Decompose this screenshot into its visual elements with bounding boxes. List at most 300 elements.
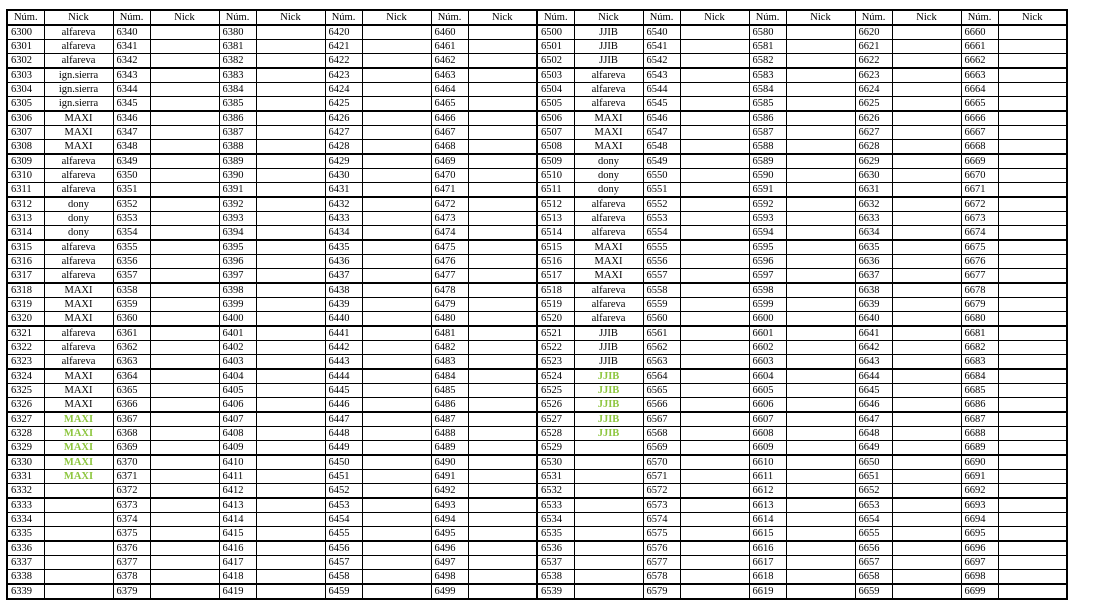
- nick-cell: [680, 154, 749, 169]
- number-cell: 6609: [749, 441, 786, 456]
- number-cell: 6599: [749, 298, 786, 312]
- nick-cell: [150, 298, 219, 312]
- nick-cell: [256, 54, 325, 69]
- number-cell: 6503: [537, 68, 574, 83]
- number-cell: 6488: [431, 427, 468, 441]
- number-cell: 6479: [431, 298, 468, 312]
- nick-cell: [892, 298, 961, 312]
- table-row: [7, 412, 1067, 427]
- nick-cell: [680, 341, 749, 355]
- nick-cell: [786, 126, 855, 140]
- nick-cell: [256, 240, 325, 255]
- table-row: [7, 226, 1067, 241]
- nick-cell: [786, 111, 855, 126]
- number-cell: 6669: [961, 154, 998, 169]
- nick-cell: [256, 541, 325, 556]
- nick-cell: MAXI: [44, 412, 113, 427]
- number-cell: 6440: [325, 312, 362, 327]
- nick-cell: [680, 25, 749, 40]
- nick-cell: [44, 584, 113, 599]
- nick-cell: dony: [574, 183, 643, 198]
- nick-cell: alfareva: [44, 54, 113, 69]
- number-cell: 6545: [643, 97, 680, 112]
- number-cell: 6558: [643, 283, 680, 298]
- nick-cell: [362, 154, 431, 169]
- number-cell: 6586: [749, 111, 786, 126]
- number-cell: 6649: [855, 441, 892, 456]
- number-cell: 6439: [325, 298, 362, 312]
- table-row: [7, 83, 1067, 97]
- nick-cell: [998, 40, 1067, 54]
- nick-cell: [786, 441, 855, 456]
- nick-cell: [786, 584, 855, 599]
- nick-cell: [150, 169, 219, 183]
- table-row: [7, 154, 1067, 169]
- nick-cell: [998, 484, 1067, 499]
- number-cell: 6450: [325, 455, 362, 470]
- number-cell: 6385: [219, 97, 256, 112]
- nick-cell: [362, 441, 431, 456]
- nick-cell: [680, 197, 749, 212]
- nick-cell: JJIB: [574, 369, 643, 384]
- number-cell: 6520: [537, 312, 574, 327]
- nick-cell: [468, 484, 537, 499]
- table-row: [7, 398, 1067, 413]
- table-row: [7, 341, 1067, 355]
- table-row: [7, 126, 1067, 140]
- number-cell: 6670: [961, 169, 998, 183]
- number-cell: 6524: [537, 369, 574, 384]
- number-cell: 6453: [325, 498, 362, 513]
- number-cell: 6345: [113, 97, 150, 112]
- nick-cell: [44, 484, 113, 499]
- number-cell: 6334: [7, 513, 44, 527]
- number-cell: 6619: [749, 584, 786, 599]
- number-cell: 6651: [855, 470, 892, 484]
- nick-cell: [786, 570, 855, 585]
- number-cell: 6560: [643, 312, 680, 327]
- number-cell: 6307: [7, 126, 44, 140]
- nick-cell: [468, 427, 537, 441]
- number-cell: 6462: [431, 54, 468, 69]
- nick-cell: [256, 97, 325, 112]
- nick-cell: [468, 68, 537, 83]
- number-cell: 6494: [431, 513, 468, 527]
- nick-cell: [998, 169, 1067, 183]
- nick-cell: [362, 68, 431, 83]
- nick-cell: [998, 527, 1067, 542]
- number-cell: 6486: [431, 398, 468, 413]
- number-cell: 6654: [855, 513, 892, 527]
- nick-cell: [256, 154, 325, 169]
- number-cell: 6510: [537, 169, 574, 183]
- nick-cell: [998, 269, 1067, 284]
- nick-cell: [998, 154, 1067, 169]
- number-cell: 6680: [961, 312, 998, 327]
- nick-cell: [892, 427, 961, 441]
- nick-cell: [892, 584, 961, 599]
- nick-cell: [892, 68, 961, 83]
- nick-cell: [468, 40, 537, 54]
- header-nick: Nick: [256, 10, 325, 25]
- number-cell: 6696: [961, 541, 998, 556]
- number-cell: 6328: [7, 427, 44, 441]
- number-cell: 6521: [537, 326, 574, 341]
- nick-cell: [680, 312, 749, 327]
- nick-cell: MAXI: [44, 455, 113, 470]
- header-num: Núm.: [537, 10, 574, 25]
- nick-cell: [256, 40, 325, 54]
- nick-cell: [680, 40, 749, 54]
- number-cell: 6437: [325, 269, 362, 284]
- nick-cell: [786, 169, 855, 183]
- number-cell: 6371: [113, 470, 150, 484]
- nick-cell: [468, 441, 537, 456]
- nick-cell: [892, 326, 961, 341]
- number-cell: 6544: [643, 83, 680, 97]
- number-cell: 6397: [219, 269, 256, 284]
- nick-cell: [786, 54, 855, 69]
- number-cell: 6309: [7, 154, 44, 169]
- nick-cell: [256, 441, 325, 456]
- number-cell: 6591: [749, 183, 786, 198]
- number-cell: 6429: [325, 154, 362, 169]
- nick-cell: [574, 498, 643, 513]
- number-cell: 6342: [113, 54, 150, 69]
- number-cell: 6382: [219, 54, 256, 69]
- nick-cell: [150, 240, 219, 255]
- number-cell: 6592: [749, 197, 786, 212]
- number-cell: 6423: [325, 68, 362, 83]
- nick-cell: [786, 527, 855, 542]
- nick-cell: [468, 126, 537, 140]
- number-cell: 6540: [643, 25, 680, 40]
- nick-cell: [468, 369, 537, 384]
- number-cell: 6657: [855, 556, 892, 570]
- table-row: [7, 40, 1067, 54]
- table-row: [7, 556, 1067, 570]
- number-cell: 6315: [7, 240, 44, 255]
- number-cell: 6424: [325, 83, 362, 97]
- nick-cell: [786, 283, 855, 298]
- number-cell: 6575: [643, 527, 680, 542]
- nick-cell: MAXI: [44, 312, 113, 327]
- number-cell: 6504: [537, 83, 574, 97]
- number-cell: 6364: [113, 369, 150, 384]
- nick-cell: [998, 427, 1067, 441]
- number-cell: 6346: [113, 111, 150, 126]
- number-cell: 6324: [7, 369, 44, 384]
- number-cell: 6539: [537, 584, 574, 599]
- nick-cell: [150, 441, 219, 456]
- number-cell: 6394: [219, 226, 256, 241]
- nick-cell: [256, 126, 325, 140]
- number-cell: 6615: [749, 527, 786, 542]
- number-cell: 6601: [749, 326, 786, 341]
- number-cell: 6300: [7, 25, 44, 40]
- nick-cell: [680, 455, 749, 470]
- number-cell: 6686: [961, 398, 998, 413]
- nick-cell: [468, 298, 537, 312]
- nick-cell: JJIB: [574, 40, 643, 54]
- number-cell: 6461: [431, 40, 468, 54]
- number-cell: 6368: [113, 427, 150, 441]
- number-cell: 6668: [961, 140, 998, 155]
- number-cell: 6581: [749, 40, 786, 54]
- number-cell: 6357: [113, 269, 150, 284]
- number-cell: 6578: [643, 570, 680, 585]
- nick-cell: [256, 283, 325, 298]
- nick-cell: [998, 584, 1067, 599]
- nick-cell: [998, 441, 1067, 456]
- nick-cell: [892, 513, 961, 527]
- number-cell: 6607: [749, 412, 786, 427]
- number-cell: 6588: [749, 140, 786, 155]
- number-cell: 6508: [537, 140, 574, 155]
- number-cell: 6455: [325, 527, 362, 542]
- nick-cell: MAXI: [44, 369, 113, 384]
- number-cell: 6407: [219, 412, 256, 427]
- number-cell: 6359: [113, 298, 150, 312]
- number-cell: 6305: [7, 97, 44, 112]
- nick-cell: [362, 83, 431, 97]
- table-row: [7, 140, 1067, 155]
- number-cell: 6363: [113, 355, 150, 370]
- nick-cell: [574, 513, 643, 527]
- number-cell: 6353: [113, 212, 150, 226]
- number-cell: 6422: [325, 54, 362, 69]
- nick-cell: [892, 527, 961, 542]
- nick-cell: [998, 68, 1067, 83]
- nick-cell: [786, 197, 855, 212]
- number-cell: 6531: [537, 470, 574, 484]
- number-cell: 6338: [7, 570, 44, 585]
- number-cell: 6468: [431, 140, 468, 155]
- nick-cell: dony: [44, 226, 113, 241]
- number-cell: 6543: [643, 68, 680, 83]
- nick-cell: [362, 111, 431, 126]
- number-cell: 6348: [113, 140, 150, 155]
- nick-cell: [892, 283, 961, 298]
- nick-cell: dony: [44, 197, 113, 212]
- number-cell: 6433: [325, 212, 362, 226]
- header-nick: Nick: [680, 10, 749, 25]
- nick-cell: [150, 83, 219, 97]
- table-row: [7, 427, 1067, 441]
- number-cell: 6614: [749, 513, 786, 527]
- nick-cell: [468, 584, 537, 599]
- number-cell: 6332: [7, 484, 44, 499]
- number-cell: 6518: [537, 283, 574, 298]
- number-cell: 6684: [961, 369, 998, 384]
- table-row: [7, 212, 1067, 226]
- number-cell: 6678: [961, 283, 998, 298]
- nick-cell: [256, 140, 325, 155]
- table-row: [7, 25, 1067, 40]
- nick-cell: [892, 169, 961, 183]
- nick-cell: [150, 312, 219, 327]
- number-cell: 6355: [113, 240, 150, 255]
- number-cell: 6373: [113, 498, 150, 513]
- nick-cell: JJIB: [574, 341, 643, 355]
- number-cell: 6561: [643, 326, 680, 341]
- number-cell: 6598: [749, 283, 786, 298]
- nick-cell: [786, 255, 855, 269]
- number-cell: 6496: [431, 541, 468, 556]
- nick-cell: [680, 427, 749, 441]
- number-cell: 6516: [537, 255, 574, 269]
- nick-cell: [892, 441, 961, 456]
- number-cell: 6666: [961, 111, 998, 126]
- number-cell: 6618: [749, 570, 786, 585]
- nick-cell: [892, 484, 961, 499]
- nick-cell: [786, 470, 855, 484]
- table-row: [7, 584, 1067, 599]
- nick-cell: [468, 25, 537, 40]
- number-cell: 6676: [961, 255, 998, 269]
- nick-cell: [256, 326, 325, 341]
- header-num: Núm.: [961, 10, 998, 25]
- number-cell: 6474: [431, 226, 468, 241]
- nick-cell: [150, 398, 219, 413]
- nick-cell: [256, 384, 325, 398]
- number-cell: 6301: [7, 40, 44, 54]
- number-cell: 6387: [219, 126, 256, 140]
- nick-cell: [150, 498, 219, 513]
- number-cell: 6506: [537, 111, 574, 126]
- nick-cell: [892, 570, 961, 585]
- nick-cell: [468, 154, 537, 169]
- number-cell: 6571: [643, 470, 680, 484]
- nick-cell: [256, 68, 325, 83]
- nick-cell: MAXI: [44, 126, 113, 140]
- number-cell: 6688: [961, 427, 998, 441]
- nick-cell: [256, 455, 325, 470]
- nick-cell: [44, 556, 113, 570]
- number-cell: 6351: [113, 183, 150, 198]
- nick-cell: [892, 97, 961, 112]
- number-cell: 6329: [7, 441, 44, 456]
- number-cell: 6367: [113, 412, 150, 427]
- table-row: [7, 369, 1067, 384]
- number-cell: 6548: [643, 140, 680, 155]
- nick-cell: alfareva: [574, 312, 643, 327]
- number-cell: 6527: [537, 412, 574, 427]
- nick-cell: alfareva: [44, 341, 113, 355]
- number-cell: 6595: [749, 240, 786, 255]
- nick-cell: [998, 384, 1067, 398]
- number-cell: 6533: [537, 498, 574, 513]
- number-cell: 6687: [961, 412, 998, 427]
- nick-cell: [574, 584, 643, 599]
- nick-cell: JJIB: [574, 384, 643, 398]
- nick-cell: [680, 541, 749, 556]
- nick-cell: [786, 183, 855, 198]
- number-cell: 6532: [537, 484, 574, 499]
- nick-cell: [150, 154, 219, 169]
- number-cell: 6557: [643, 269, 680, 284]
- nick-cell: [468, 355, 537, 370]
- nick-cell: [362, 455, 431, 470]
- number-cell: 6579: [643, 584, 680, 599]
- nick-cell: MAXI: [574, 255, 643, 269]
- number-cell: 6331: [7, 470, 44, 484]
- number-cell: 6665: [961, 97, 998, 112]
- nick-cell: [998, 226, 1067, 241]
- header-num: Núm.: [7, 10, 44, 25]
- nick-cell: [680, 412, 749, 427]
- number-cell: 6401: [219, 326, 256, 341]
- number-cell: 6512: [537, 197, 574, 212]
- nick-cell: [150, 97, 219, 112]
- nick-cell: [998, 455, 1067, 470]
- nick-cell: [680, 384, 749, 398]
- number-cell: 6408: [219, 427, 256, 441]
- nick-cell: [998, 312, 1067, 327]
- number-cell: 6487: [431, 412, 468, 427]
- header-nick: Nick: [362, 10, 431, 25]
- nick-cell: JJIB: [574, 326, 643, 341]
- number-cell: 6617: [749, 556, 786, 570]
- nick-cell: [574, 527, 643, 542]
- number-cell: 6694: [961, 513, 998, 527]
- nick-cell: [150, 584, 219, 599]
- number-cell: 6541: [643, 40, 680, 54]
- nick-cell: [680, 111, 749, 126]
- nick-cell: [150, 355, 219, 370]
- nick-cell: [786, 369, 855, 384]
- nick-cell: alfareva: [44, 169, 113, 183]
- header-nick: Nick: [574, 10, 643, 25]
- nick-cell: [786, 556, 855, 570]
- nick-cell: [680, 183, 749, 198]
- number-cell: 6432: [325, 197, 362, 212]
- nick-cell: [892, 83, 961, 97]
- nick-cell: [150, 513, 219, 527]
- number-cell: 6624: [855, 83, 892, 97]
- nick-cell: [362, 197, 431, 212]
- number-cell: 6608: [749, 427, 786, 441]
- number-cell: 6438: [325, 283, 362, 298]
- nick-cell: [892, 470, 961, 484]
- number-cell: 6428: [325, 140, 362, 155]
- nick-cell: [256, 212, 325, 226]
- nick-cell: [786, 40, 855, 54]
- number-cell: 6484: [431, 369, 468, 384]
- number-cell: 6425: [325, 97, 362, 112]
- nick-cell: [468, 183, 537, 198]
- number-cell: 6501: [537, 40, 574, 54]
- number-cell: 6445: [325, 384, 362, 398]
- number-cell: 6625: [855, 97, 892, 112]
- nick-cell: [892, 312, 961, 327]
- number-cell: 6454: [325, 513, 362, 527]
- number-cell: 6692: [961, 484, 998, 499]
- number-cell: 6409: [219, 441, 256, 456]
- nick-cell: [362, 513, 431, 527]
- number-cell: 6606: [749, 398, 786, 413]
- nick-cell: [256, 369, 325, 384]
- number-cell: 6689: [961, 441, 998, 456]
- nick-cell: [362, 384, 431, 398]
- number-cell: 6564: [643, 369, 680, 384]
- nick-cell: dony: [574, 154, 643, 169]
- number-cell: 6602: [749, 341, 786, 355]
- nick-cell: alfareva: [44, 255, 113, 269]
- nick-cell: [892, 154, 961, 169]
- number-cell: 6435: [325, 240, 362, 255]
- number-cell: 6327: [7, 412, 44, 427]
